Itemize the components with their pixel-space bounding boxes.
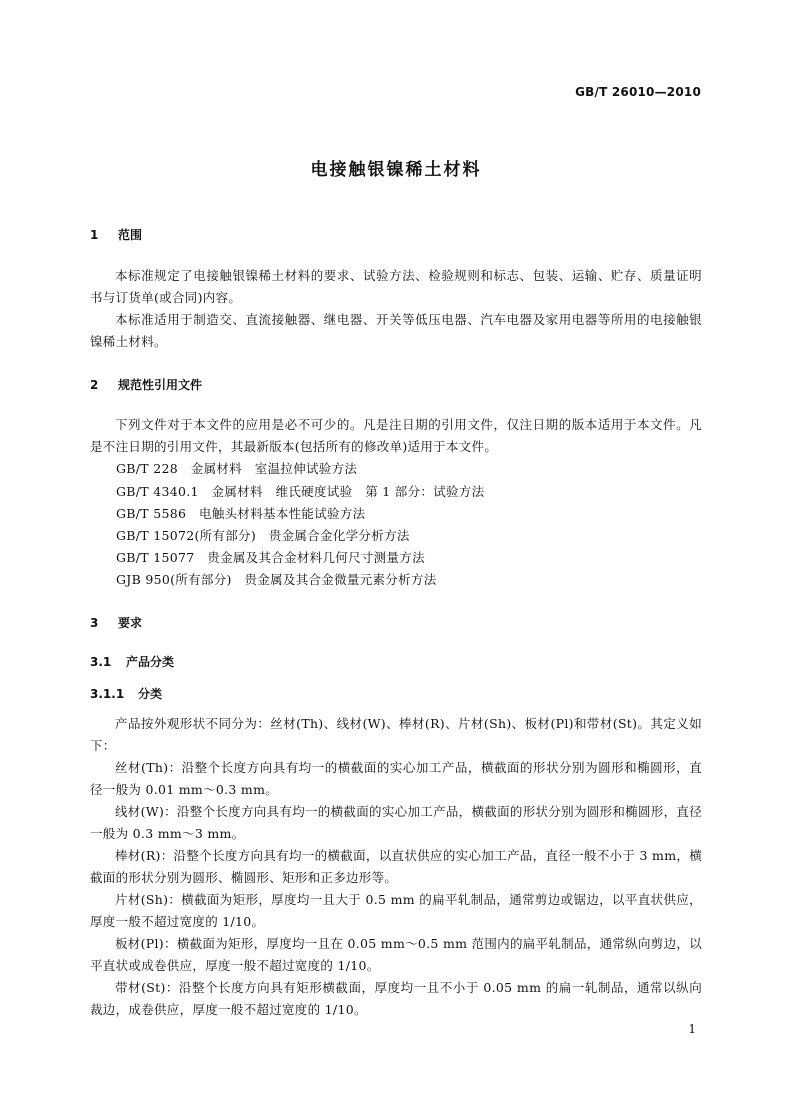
- section-number: 3.1: [90, 655, 112, 669]
- definition-sheet-sh: 片材(Sh)：横截面为矩形，厚度均一且大于 0.5 mm 的扁平轧制品，通常剪边或锯边，以平直状供应，厚度一般不超过宽度的 1/10。: [90, 892, 702, 929]
- section-title: 分类: [138, 687, 163, 701]
- reference-item: GB/T 228 金属材料 室温拉伸试验方法: [116, 461, 358, 476]
- section-title: 产品分类: [126, 655, 175, 669]
- paragraph-normative-refs: 下列文件对于本文件的应用是必不可少的。凡是注日期的引用文件，仅注日期的版本适用于本文件。凡是不注日期的引用文件，其最新版本(包括所有的修改单)适用于本文件。: [90, 417, 702, 454]
- reference-item: GJB 950(所有部分) 贵金属及其合金微量元素分析方法: [116, 572, 437, 587]
- section-title: 范围: [118, 228, 143, 242]
- section-heading-3-1-1: [90, 685, 162, 702]
- section-number: 3: [90, 616, 99, 630]
- section-heading-3: [90, 614, 142, 631]
- page-number: 1: [688, 1022, 696, 1036]
- section-title: 要求: [118, 616, 143, 630]
- section-number: 1: [90, 228, 99, 242]
- paragraph-classification: 产品按外观形状不同分为：丝材(Th)、线材(W)、棒材(R)、片材(Sh)、板材(Pl)和带材(St)。其定义如下：: [90, 716, 702, 753]
- reference-item: GB/T 15077 贵金属及其合金材料几何尺寸测量方法: [116, 550, 425, 565]
- reference-item: GB/T 5586 电触头材料基本性能试验方法: [116, 506, 366, 521]
- section-title: 规范性引用文件: [118, 378, 203, 392]
- reference-item: GB/T 4340.1 金属材料 维氏硬度试验 第 1 部分：试验方法: [116, 484, 485, 499]
- section-heading-3-1: [90, 653, 174, 670]
- paragraph-scope-2: 本标准适用于制造交、直流接触器、继电器、开关等低压电器、汽车电器及家用电器等所用的电接触银镍稀土材料。: [90, 312, 702, 349]
- reference-item: GB/T 15072(所有部分) 贵金属合金化学分析方法: [116, 528, 410, 543]
- document-number: GB/T 26010—2010: [575, 85, 701, 99]
- definition-wire-th: 丝材(Th)：沿整个长度方向具有均一的横截面的实心加工产品，横截面的形状分别为圆形和椭圆形，直径一般为 0.01 mm～0.3 mm。: [90, 760, 702, 797]
- section-heading-2: [90, 376, 202, 393]
- definition-strip-st: 带材(St)：沿整个长度方向具有矩形横截面，厚度均一且不小于 0.05 mm 的扁一轧制品，通常以纵向裁边，成卷供应，厚度一般不超过宽度的 1/10。: [90, 980, 702, 1017]
- document-title: 电接触银镍稀土材料: [310, 160, 482, 180]
- section-heading-1: [90, 226, 142, 243]
- section-number: 3.1.1: [90, 687, 125, 701]
- paragraph-scope-1: 本标准规定了电接触银镍稀土材料的要求、试验方法、检验规则和标志、包装、运输、贮存、质量证明书与订货单(或合同)内容。: [90, 268, 702, 305]
- section-number: 2: [90, 378, 99, 392]
- definition-plate-pl: 板材(Pl)：横截面为矩形，厚度均一且在 0.05 mm～0.5 mm 范围内的扁平轧制品，通常纵向剪边，以平直状或成卷供应，厚度一般不超过宽度的 1/10。: [90, 936, 702, 973]
- definition-rod-r: 棒材(R)：沿整个长度方向具有均一的横截面，以直状供应的实心加工产品，直径一般不小于 3 mm，横截面的形状分别为圆形、椭圆形、矩形和正多边形等。: [90, 848, 702, 885]
- definition-wire-w: 线材(W)：沿整个长度方向具有均一的横截面的实心加工产品，横截面的形状分别为圆形和椭圆形，直径一般为 0.3 mm～3 mm。: [90, 804, 702, 841]
